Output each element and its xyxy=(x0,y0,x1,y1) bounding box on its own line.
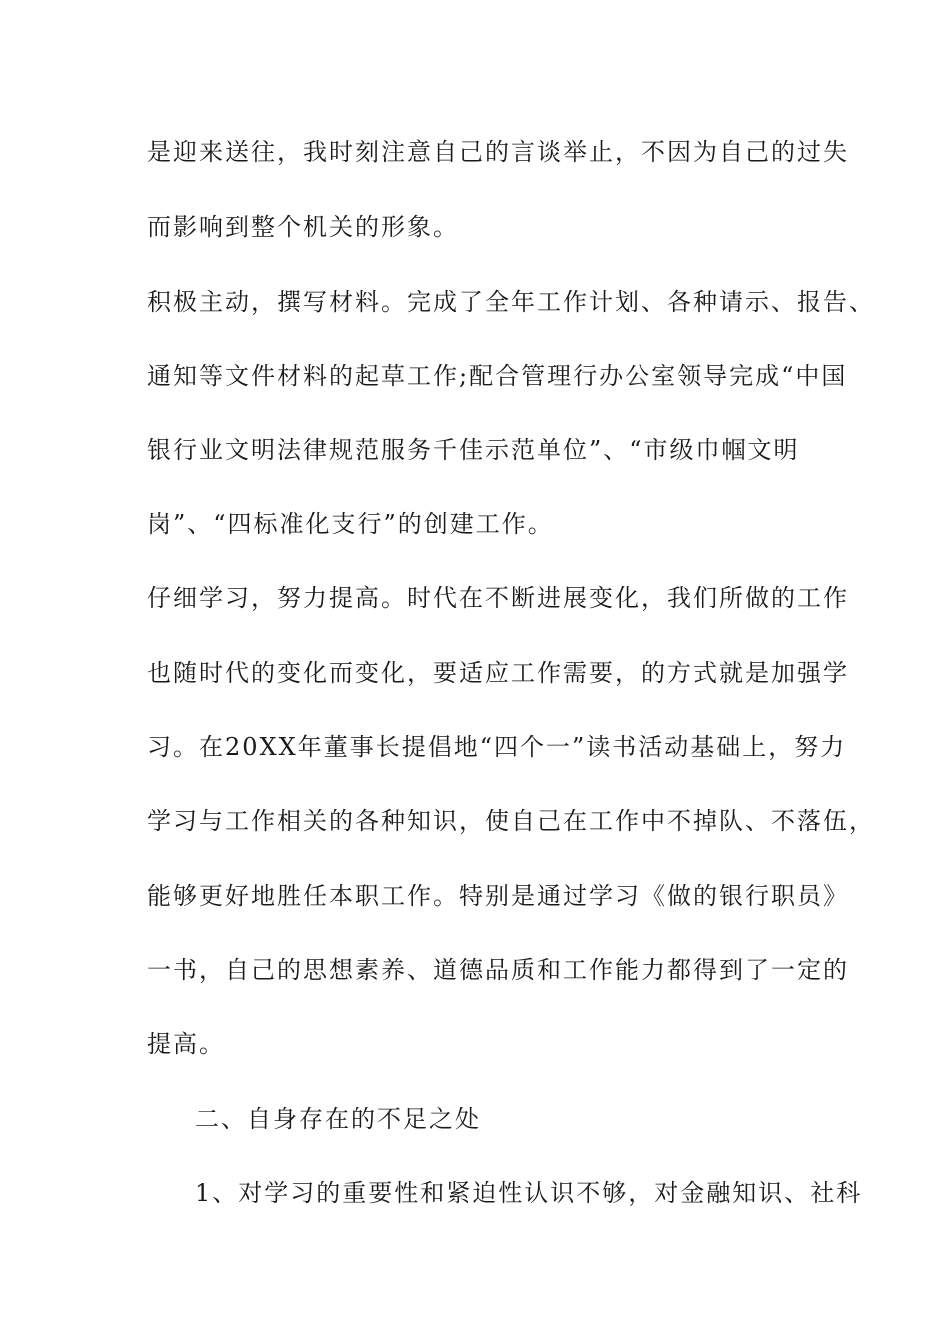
paragraph-line: 能够更好地胜任本职工作。特别是通过学习《做的银行职员》 xyxy=(147,882,849,910)
paragraph-line: 习。在20XX年董事长提倡地“四个一”读书活动基础上，努力 xyxy=(147,733,847,761)
paragraph-line: 岗”、“四标准化支行”的创建工作。 xyxy=(147,510,554,538)
paragraph-line: 提高。 xyxy=(147,1030,225,1058)
paragraph-line: 一书，自己的思想素养、道德品质和工作能力都得到了一定的 xyxy=(147,956,849,984)
section-heading: 二、自身存在的不足之处 xyxy=(195,1105,481,1133)
paragraph-line: 也随时代的变化而变化，要适应工作需要，的方式就是加强学 xyxy=(147,659,849,687)
paragraph-line: 仔细学习，努力提高。时代在不断进展变化，我们所做的工作 xyxy=(147,584,849,612)
paragraph-line: 而影响到整个机关的形象。 xyxy=(147,213,459,241)
paragraph-line: 是迎来送往，我时刻注意自己的言谈举止，不因为自己的过失 xyxy=(147,138,849,166)
paragraph-line: 积极主动，撰写材料。完成了全年工作计划、各种请示、报告、 xyxy=(147,288,875,316)
paragraph-line: 学习与工作相关的各种知识，使自己在工作中不掉队、不落伍， xyxy=(147,807,875,835)
paragraph-line: 通知等文件材料的起草工作;配合管理行办公室领导完成“中国 xyxy=(147,362,848,390)
list-item: 1、对学习的重要性和紧迫性认识不够，对金融知识、社科 xyxy=(195,1179,863,1207)
paragraph-line: 银行业文明法律规范服务千佳示范单位”、“市级巾帼文明 xyxy=(147,436,800,464)
